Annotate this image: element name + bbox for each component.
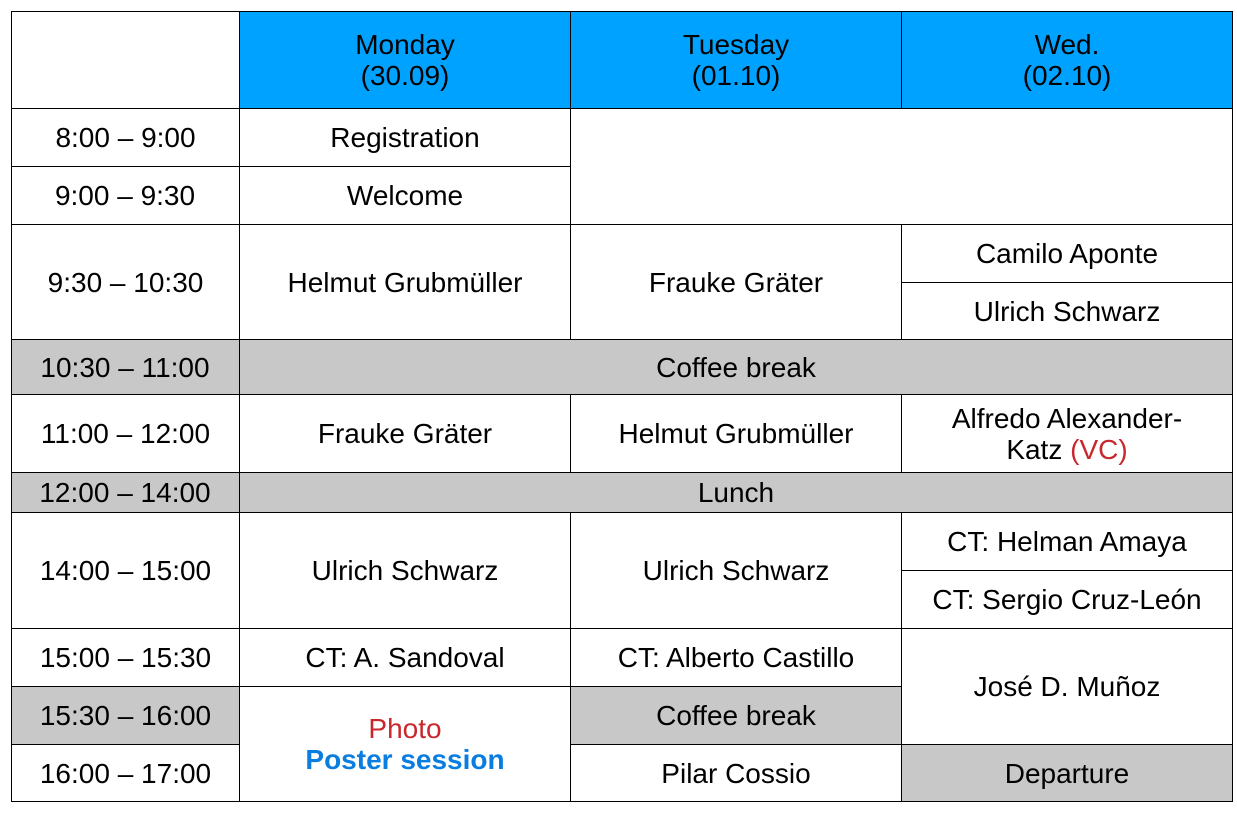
time-slot: 9:00 – 9:30 — [12, 167, 240, 225]
time-slot: 8:00 – 9:00 — [12, 109, 240, 167]
session-cell: Ulrich Schwarz — [902, 283, 1233, 340]
session-cell: Frauke Gräter — [571, 225, 902, 340]
day-date: (30.09) — [360, 60, 450, 91]
break-cell: Coffee break — [571, 687, 902, 745]
session-cell: CT: Sergio Cruz-León — [902, 571, 1233, 629]
break-cell: Lunch — [240, 473, 1233, 513]
session-cell: CT: Alberto Castillo — [571, 629, 902, 687]
speaker-name-line — [906, 434, 1228, 465]
schedule-row — [12, 109, 1233, 167]
header-row — [12, 12, 1233, 109]
session-cell: Frauke Gräter — [240, 395, 571, 473]
time-slot: 15:30 – 16:00 — [12, 687, 240, 745]
break-row — [12, 340, 1233, 395]
schedule-row — [12, 395, 1233, 473]
speaker-name-line: Alfredo Alexander- — [951, 402, 1183, 434]
schedule-table — [11, 11, 1233, 802]
day-header-monday — [240, 12, 571, 109]
time-slot: 9:30 – 10:30 — [12, 225, 240, 340]
session-cell: Ulrich Schwarz — [240, 513, 571, 629]
speaker-name: Katz — [1006, 433, 1063, 465]
day-header-tuesday — [571, 12, 902, 109]
corner-cell — [12, 12, 240, 109]
schedule-row — [12, 745, 1233, 802]
day-date: (02.10) — [1022, 60, 1112, 91]
break-row — [12, 473, 1233, 513]
time-slot: 11:00 – 12:00 — [12, 395, 240, 473]
session-cell — [240, 687, 571, 802]
session-cell: Helmut Grubmüller — [240, 225, 571, 340]
session-cell: Camilo Aponte — [902, 225, 1233, 283]
poster-session-label: Poster session — [305, 744, 505, 775]
photo-label: Photo — [368, 713, 442, 744]
remote-note: (VC) — [1070, 433, 1128, 465]
break-cell: Coffee break — [240, 340, 1233, 395]
empty-cell — [571, 109, 1233, 225]
session-cell: Departure — [902, 745, 1233, 802]
schedule-row — [12, 629, 1233, 687]
day-name: Tuesday — [682, 29, 790, 60]
session-cell: CT: Helman Amaya — [902, 513, 1233, 571]
session-cell: José D. Muñoz — [902, 629, 1233, 745]
schedule-row — [12, 225, 1233, 283]
time-slot: 15:00 – 15:30 — [12, 629, 240, 687]
day-header-wednesday — [902, 12, 1233, 109]
time-slot: 12:00 – 14:00 — [12, 473, 240, 513]
day-name: Monday — [355, 29, 455, 60]
time-slot: 10:30 – 11:00 — [12, 340, 240, 395]
schedule-row — [12, 513, 1233, 571]
session-cell: Ulrich Schwarz — [571, 513, 902, 629]
time-slot: 16:00 – 17:00 — [12, 745, 240, 802]
session-cell: Helmut Grubmüller — [571, 395, 902, 473]
day-name: Wed. — [1034, 29, 1100, 60]
session-cell: Registration — [240, 109, 571, 167]
session-cell: Welcome — [240, 167, 571, 225]
day-date: (01.10) — [691, 60, 781, 91]
session-cell — [902, 395, 1233, 473]
time-slot: 14:00 – 15:00 — [12, 513, 240, 629]
session-cell: CT: A. Sandoval — [240, 629, 571, 687]
session-cell: Pilar Cossio — [571, 745, 902, 802]
